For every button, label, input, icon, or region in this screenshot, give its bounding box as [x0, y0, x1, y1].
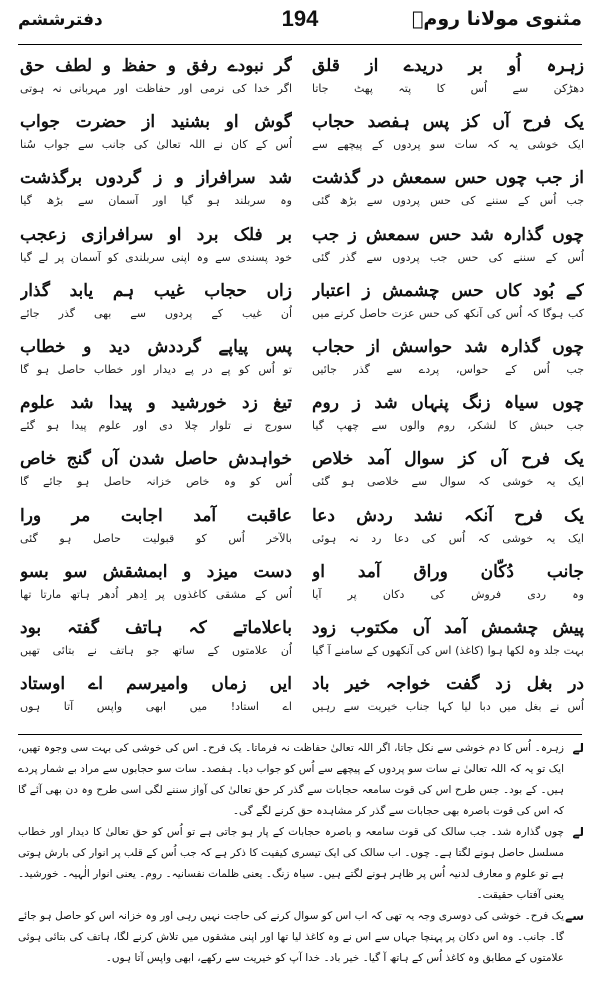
urdu-translation: اگر خدا کی نرمی اور حفاظت اور مہربانی نہ ہوتی — [20, 82, 292, 95]
persian-verse: یک فرح آں کز سوال آمد خلاص — [312, 449, 584, 470]
left-stanza — [20, 52, 292, 108]
persian-verse: جانب دُکّان وراق آمد او — [312, 561, 584, 582]
right-stanza — [312, 614, 584, 670]
urdu-translation: اُس کے سننے کی حس جب پردوں سے گذر گئی — [312, 250, 584, 264]
left-stanza — [20, 333, 292, 389]
left-stanza — [20, 614, 292, 670]
urdu-translation: اُس کے کان نے اللہ تعالیٰ کی جانب سے جواب سُنا — [20, 138, 292, 152]
right-stanza — [312, 221, 584, 277]
right-stanza — [312, 670, 584, 726]
persian-verse: بر فلک برد او سرافرازی زعجب — [20, 224, 292, 245]
right-stanza — [312, 164, 584, 220]
right-stanza — [312, 277, 584, 333]
urdu-translation: جب حبش کا لشکر، روم والوں سے چھپ گیا — [312, 419, 584, 433]
left-stanza — [20, 108, 292, 164]
persian-verse: گوش او بشنید از حضرت جواب — [20, 112, 292, 133]
left-stanza — [20, 445, 292, 501]
urdu-translation: وہ ردی فروش کی دکان پر آیا — [312, 587, 584, 601]
urdu-translation: جب اُس کے حواس، پردے سے گذر جائیں — [312, 362, 584, 376]
urdu-translation: اُس کو وہ خاص خزانہ حاصل ہو جائے گا — [20, 475, 292, 489]
persian-verse: تیغ زد خورشید و پیدا شد علوم — [20, 393, 292, 414]
left-stanza — [20, 164, 292, 220]
header-rule — [18, 44, 582, 45]
left-stanza — [20, 277, 292, 333]
urdu-translation: تو اُس کو پے در پے دیدار اور خطاب حاصل ہو گا — [20, 362, 292, 376]
urdu-translation: اے استاد! میں ابھی واپس آتا ہوں — [20, 700, 292, 714]
urdu-translation: ایک یہ خوشی کہ سوال سے خلاصی ہو گئی — [312, 475, 584, 489]
left-stanza — [20, 502, 292, 558]
urdu-translation: خود پسندی سے وہ اپنی سربلندی کو آسمان پر لے گیا — [20, 250, 292, 264]
right-stanza — [312, 502, 584, 558]
footnotes — [18, 738, 584, 969]
footnote — [18, 738, 584, 822]
left-stanza — [20, 558, 292, 614]
footnote-number: سے — [565, 909, 584, 923]
left-stanza — [20, 670, 292, 726]
urdu-translation: اُن غیب کے پردوں سے بھی گذر جائے — [20, 306, 292, 320]
persian-verse: باعلاماتے کہ ہاتف گفتہ بود — [20, 617, 292, 638]
right-verse-column — [312, 52, 584, 726]
right-stanza — [312, 108, 584, 164]
persian-verse: دست میزد و ابمشقش سو بسو — [20, 561, 292, 582]
urdu-translation: سورج نے تلوار چلا دی اور علوم پیدا ہو گئے — [20, 419, 292, 433]
right-stanza — [312, 445, 584, 501]
urdu-translation: ایک خوشی یہ کہ سات سو پردوں کے پیچھے سے — [312, 138, 584, 152]
footnote-separator — [18, 734, 582, 735]
urdu-translation: کب ہوگا کہ اُس کی آنکھ کی حس عزت حاصل کرنے میں — [312, 306, 584, 320]
page-number: 194 — [281, 6, 319, 31]
page-header — [18, 6, 582, 46]
left-stanza — [20, 389, 292, 445]
footnote-text: زہرہ۔ اُس کا دم خوشی سے نکل جاتا، اگر اللہ تعالیٰ حفاظت نہ فرماتا۔ یک فرح۔ اس کی خوشی کی بہت سی وجوہ تھیں، ایک تو یہ کہ اللہ تعالیٰ نے سات سو پردوں کے پیچھے سے اُس کو جواب دیا۔ ہفصد۔ سات سو حجابوں سے مراد بے شمار پردے ہیں۔ کے بود۔ جس طرح اس کی قوت سامعہ حجابات سے گذر کر حق تعالیٰ کی آواز سننے لگی اسی طرح وہ دن بھی آئے گا کہ اس کی قوت باصرہ بھی حجابات سے گذر کر مشاہدہ حق کرنے لگے گی۔ — [18, 742, 564, 817]
right-stanza — [312, 558, 584, 614]
persian-verse: گر نبودے رفق و حفظ و لطف حق — [20, 56, 292, 76]
persian-verse: یک فرح آں کز پس ہفصد حجاب — [312, 112, 584, 133]
footnote-number: لے — [572, 825, 584, 839]
left-verse-column — [20, 52, 292, 726]
persian-verse: چوں گذارہ شد حواسش از حجاب — [312, 336, 584, 357]
urdu-translation: اُس کے مشقی کاغذوں پر اِدھر اُدھر ہاتھ مارتا تھا — [20, 587, 292, 601]
urdu-translation: ایک یہ خوشی کہ اُس کی دعا رد نہ ہوئی — [312, 531, 584, 545]
footnote-number: لے — [572, 741, 584, 755]
persian-verse: عاقبت آمد اجابت مر ورا — [20, 505, 292, 526]
persian-verse: کے بُود کاں حس چشمش ز اعتبار — [312, 280, 584, 301]
book-title: مثنوی مولانا رومؒ — [412, 8, 582, 30]
footnote — [18, 822, 584, 906]
left-stanza — [20, 221, 292, 277]
section-title: دفترششم — [18, 10, 103, 30]
persian-verse: در بغل زد گفت خواجہ خیر باد — [312, 674, 584, 695]
right-stanza — [312, 333, 584, 389]
urdu-translation: بہت جلد وہ لکھا ہوا (کاغذ) اس کی آنکھوں کے سامنے آ گیا — [312, 643, 584, 657]
persian-verse: زاں حجاب غیب ہم یابد گذار — [20, 280, 292, 301]
footnote-text: یک فرح۔ خوشی کی دوسری وجہ یہ تھی کہ اب اس کو سوال کرنے کی حاجت نہیں رہی اور وہ خزانہ اس کو حاصل ہو جائے گا۔ جانب۔ وہ اس دکان پر پہنچا جہاں سے اس نے وہ کاغذ لیا تھا اور اپنی مشقوں میں تلاش کرنے لگا، ہاتف کی بتائی ہوئی علامتوں کے مطابق وہ کاغذ اُس کے ہاتھ آ گیا۔ خیر باد۔ خدا آپ کو خیریت سے رکھے، ابھی واپس آتا ہوں۔ — [18, 910, 564, 964]
persian-verse: پس پیاپے گرددش دید و خطاب — [20, 336, 292, 357]
persian-verse: ایں زماں وامیرسم اے اوستاد — [20, 674, 292, 695]
persian-verse: از جب چوں حس سمعش در گذشت — [312, 168, 584, 189]
right-stanza — [312, 389, 584, 445]
right-stanza — [312, 52, 584, 108]
persian-verse: شد سرافراز و ز گردوں برگذشت — [20, 168, 292, 189]
persian-verse: زہرہ اُو بر دریدے از قلق — [312, 56, 584, 76]
persian-verse: پیش چشمش آمد آں مکتوب زود — [312, 617, 584, 638]
persian-verse: یک فرح آنکہ نشد ردش دعا — [312, 505, 584, 526]
urdu-translation: اُس نے بغل میں دبا لیا کہا جناب خیریت سے رہیں — [312, 700, 584, 714]
urdu-translation: جب اُس کے سننے کی حس پردوں سے بڑھ گئی — [312, 194, 584, 208]
urdu-translation: وہ سربلند ہو گیا اور آسمان سے بڑھ گیا — [20, 194, 292, 208]
persian-verse: چوں سیاہ زنگ پنہاں شد ز روم — [312, 393, 584, 414]
urdu-translation: دھڑکن سے اُس کا پتہ پھٹ جاتا — [312, 82, 584, 95]
urdu-translation: بالآخر اُس کو قبولیت حاصل ہو گئی — [20, 531, 292, 545]
footnote-text: چوں گذارہ شد۔ جب سالک کی قوت سامعہ و باصرہ حجابات کے پار ہو جاتی ہے تو اُس کو حق تعالیٰ کا دیدار اور خطاب مسلسل حاصل ہونے لگتا ہے۔ چوں۔ اب سالک کی ایک تیسری کیفیت کا ذکر ہے کہ جب اُس کے قلب پر انوار کی بارش ہوتی ہے تو علوم و معارف لدنیہ اُس پر ظاہر ہونے لگتے ہیں۔ سیاہ زنگ۔ یعنی ظلمات نفسانیہ۔ روم۔ یعنی انوار الٰہیہ۔ خورشید۔ یعنی آفتاب حقیقت۔ — [18, 826, 564, 901]
urdu-translation: اُن علامتوں کے ساتھ جو ہاتف نے بتائی تھیں — [20, 643, 292, 657]
persian-verse: چوں گذارہ شد حس سمعش ز جب — [312, 224, 584, 245]
footnote — [18, 906, 584, 969]
persian-verse: خواہدش حاصل شدن آں گنج خاص — [20, 449, 292, 470]
